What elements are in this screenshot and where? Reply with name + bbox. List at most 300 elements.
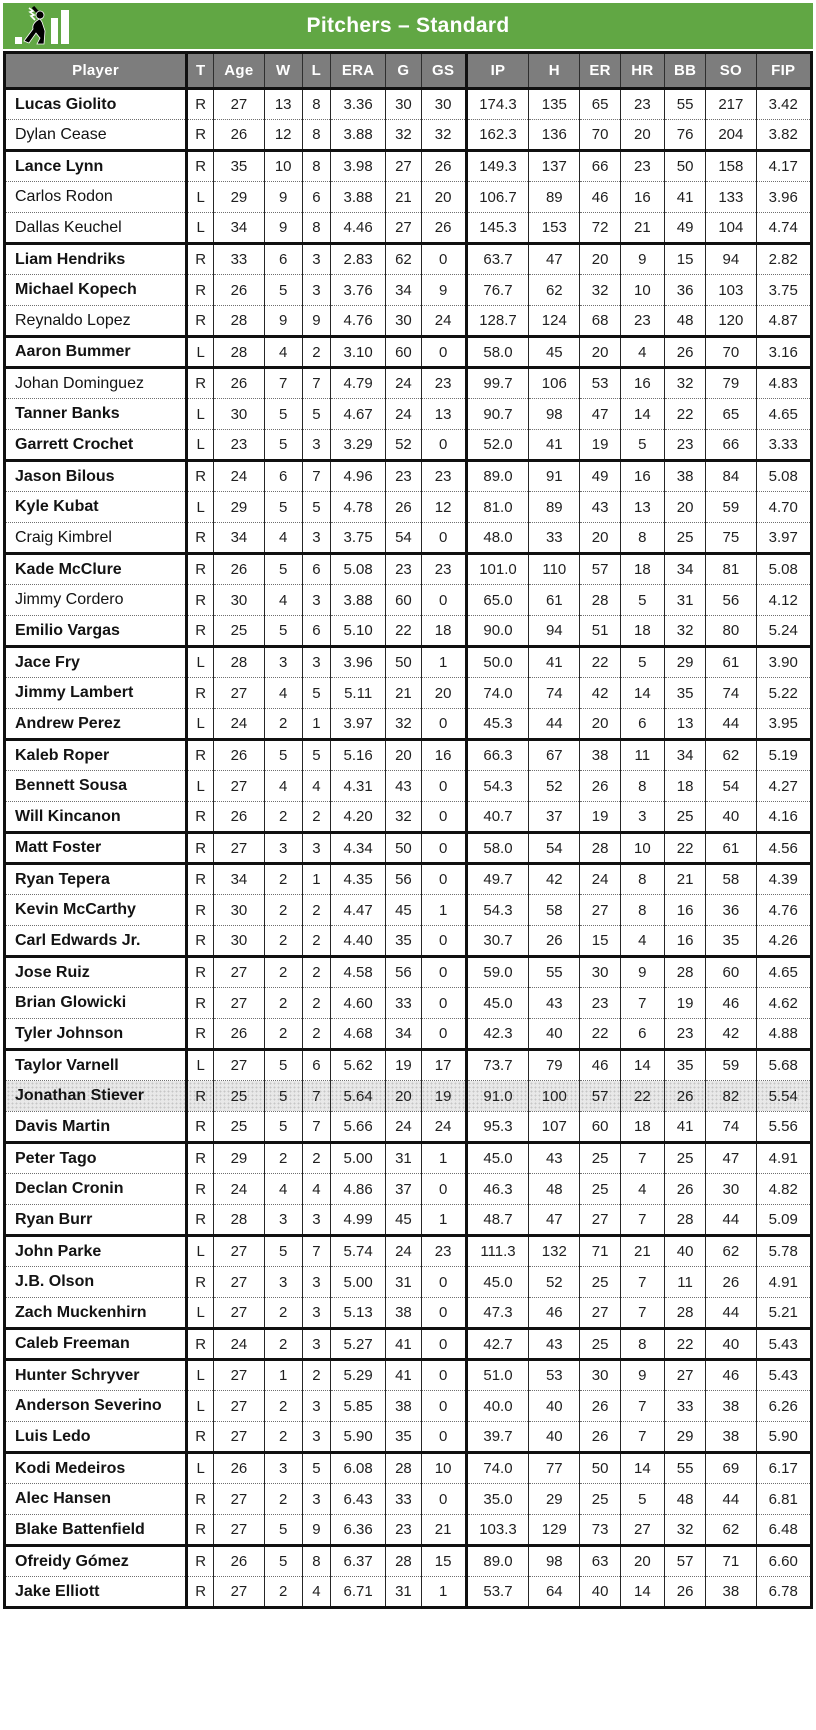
cell-era: 6.37	[330, 1546, 385, 1577]
cell-gs: 0	[421, 244, 466, 275]
cell-ip: 51.0	[466, 1360, 528, 1391]
cell-so: 65	[706, 399, 756, 430]
table-row[interactable]	[5, 1391, 812, 1422]
table-row[interactable]	[5, 647, 812, 678]
cell-bb: 41	[664, 1112, 705, 1143]
cell-t: R	[187, 368, 214, 399]
cell-t: R	[187, 523, 214, 554]
cell-era: 3.88	[330, 182, 385, 213]
cell-era: 4.78	[330, 492, 385, 523]
cell-age: 27	[214, 1515, 264, 1546]
cell-age: 26	[214, 1546, 264, 1577]
cell-w: 9	[264, 182, 302, 213]
cell-ip: 111.3	[466, 1236, 528, 1267]
cell-ip: 58.0	[466, 337, 528, 368]
cell-so: 66	[706, 430, 756, 461]
cell-age: 26	[214, 120, 264, 151]
column-header-gs[interactable]: GS	[421, 53, 466, 89]
cell-t: R	[187, 275, 214, 306]
cell-w: 2	[264, 957, 302, 988]
cell-fip: 3.97	[756, 523, 811, 554]
cell-era: 3.76	[330, 275, 385, 306]
cell-g: 30	[386, 89, 421, 120]
cell-t: R	[187, 678, 214, 709]
cell-hr: 16	[620, 368, 664, 399]
column-header-age[interactable]: Age	[214, 53, 264, 89]
table-row[interactable]	[5, 337, 812, 368]
cell-h: 98	[529, 399, 580, 430]
cell-so: 44	[706, 1298, 756, 1329]
cell-er: 73	[580, 1515, 620, 1546]
cell-so: 60	[706, 957, 756, 988]
player-name-cell: Alec Hansen	[5, 1484, 187, 1515]
cell-t: R	[187, 926, 214, 957]
cell-er: 25	[580, 1174, 620, 1205]
cell-fip: 3.90	[756, 647, 811, 678]
cell-hr: 16	[620, 182, 664, 213]
table-row[interactable]	[5, 523, 812, 554]
cell-er: 72	[580, 213, 620, 244]
table-row[interactable]	[5, 1546, 812, 1577]
table-row[interactable]	[5, 1267, 812, 1298]
cell-h: 124	[529, 306, 580, 337]
cell-bb: 22	[664, 1329, 705, 1360]
cell-gs: 0	[421, 1391, 466, 1422]
table-row[interactable]	[5, 1050, 812, 1081]
cell-ip: 74.0	[466, 678, 528, 709]
cell-so: 54	[706, 771, 756, 802]
cell-gs: 0	[421, 771, 466, 802]
cell-ip: 99.7	[466, 368, 528, 399]
table-row[interactable]	[5, 306, 812, 337]
cell-w: 3	[264, 833, 302, 864]
table-row[interactable]	[5, 1236, 812, 1267]
player-name-cell: Jonathan Stiever	[5, 1081, 187, 1112]
table-row[interactable]	[5, 678, 812, 709]
player-name-cell: Zach Muckenhirn	[5, 1298, 187, 1329]
cell-so: 59	[706, 492, 756, 523]
table-row[interactable]	[5, 213, 812, 244]
column-header-hr[interactable]: HR	[620, 53, 664, 89]
cell-ip: 45.0	[466, 1267, 528, 1298]
cell-era: 5.64	[330, 1081, 385, 1112]
cell-bb: 29	[664, 1422, 705, 1453]
cell-bb: 16	[664, 926, 705, 957]
cell-er: 50	[580, 1453, 620, 1484]
cell-bb: 48	[664, 306, 705, 337]
cell-age: 28	[214, 647, 264, 678]
cell-age: 30	[214, 926, 264, 957]
table-row[interactable]	[5, 1081, 812, 1112]
table-row[interactable]	[5, 399, 812, 430]
table-row[interactable]	[5, 120, 812, 151]
cell-w: 2	[264, 1484, 302, 1515]
cell-bb: 48	[664, 1484, 705, 1515]
cell-l: 6	[302, 1050, 330, 1081]
player-name-cell: Peter Tago	[5, 1143, 187, 1174]
cell-era: 3.10	[330, 337, 385, 368]
table-row[interactable]	[5, 1577, 812, 1608]
table-row[interactable]	[5, 275, 812, 306]
table-row[interactable]	[5, 988, 812, 1019]
cell-bb: 41	[664, 182, 705, 213]
cell-gs: 0	[421, 585, 466, 616]
column-header-l[interactable]: L	[302, 53, 330, 89]
cell-er: 47	[580, 399, 620, 430]
cell-gs: 1	[421, 647, 466, 678]
column-header-bb[interactable]: BB	[664, 53, 705, 89]
cell-l: 3	[302, 1391, 330, 1422]
table-row[interactable]	[5, 182, 812, 213]
cell-so: 59	[706, 1050, 756, 1081]
table-row[interactable]	[5, 1329, 812, 1360]
cell-age: 27	[214, 1298, 264, 1329]
table-row[interactable]	[5, 802, 812, 833]
cell-t: R	[187, 120, 214, 151]
cell-ip: 65.0	[466, 585, 528, 616]
table-row[interactable]	[5, 616, 812, 647]
cell-age: 27	[214, 1050, 264, 1081]
cell-er: 43	[580, 492, 620, 523]
cell-l: 8	[302, 89, 330, 120]
cell-w: 5	[264, 275, 302, 306]
table-row[interactable]	[5, 554, 812, 585]
cell-l: 2	[302, 1360, 330, 1391]
player-name-cell: Kaleb Roper	[5, 740, 187, 771]
cell-age: 26	[214, 802, 264, 833]
cell-so: 44	[706, 1205, 756, 1236]
cell-age: 27	[214, 678, 264, 709]
cell-hr: 7	[620, 1267, 664, 1298]
cell-h: 43	[529, 1329, 580, 1360]
cell-age: 27	[214, 1422, 264, 1453]
cell-so: 204	[706, 120, 756, 151]
cell-era: 3.98	[330, 151, 385, 182]
cell-l: 5	[302, 492, 330, 523]
table-row[interactable]	[5, 895, 812, 926]
cell-er: 30	[580, 957, 620, 988]
cell-bb: 57	[664, 1546, 705, 1577]
cell-fip: 5.22	[756, 678, 811, 709]
cell-g: 23	[386, 1515, 421, 1546]
player-name-cell: Lucas Giolito	[5, 89, 187, 120]
cell-age: 30	[214, 895, 264, 926]
cell-fip: 4.65	[756, 957, 811, 988]
cell-bb: 33	[664, 1391, 705, 1422]
table-row[interactable]	[5, 368, 812, 399]
cell-w: 5	[264, 1236, 302, 1267]
cell-bb: 22	[664, 399, 705, 430]
cell-age: 26	[214, 740, 264, 771]
cell-fip: 5.08	[756, 554, 811, 585]
cell-er: 66	[580, 151, 620, 182]
cell-g: 52	[386, 430, 421, 461]
cell-so: 40	[706, 802, 756, 833]
page-title: Pitchers – Standard	[306, 14, 510, 37]
cell-hr: 23	[620, 89, 664, 120]
cell-hr: 14	[620, 1577, 664, 1608]
cell-ip: 66.3	[466, 740, 528, 771]
cell-bb: 23	[664, 1019, 705, 1050]
cell-so: 30	[706, 1174, 756, 1205]
cell-fip: 6.81	[756, 1484, 811, 1515]
cell-hr: 18	[620, 1112, 664, 1143]
cell-t: L	[187, 213, 214, 244]
cell-gs: 0	[421, 1329, 466, 1360]
cell-age: 26	[214, 368, 264, 399]
cell-h: 74	[529, 678, 580, 709]
cell-h: 26	[529, 926, 580, 957]
cell-g: 33	[386, 1484, 421, 1515]
title-banner	[3, 3, 813, 49]
cell-t: L	[187, 709, 214, 740]
cell-t: R	[187, 1329, 214, 1360]
cell-so: 103	[706, 275, 756, 306]
cell-er: 46	[580, 182, 620, 213]
cell-gs: 17	[421, 1050, 466, 1081]
cell-gs: 13	[421, 399, 466, 430]
cell-h: 33	[529, 523, 580, 554]
table-row[interactable]	[5, 89, 812, 120]
table-row[interactable]	[5, 957, 812, 988]
table-row[interactable]	[5, 244, 812, 275]
cell-era: 5.11	[330, 678, 385, 709]
cell-t: L	[187, 1453, 214, 1484]
cell-gs: 0	[421, 1422, 466, 1453]
cell-l: 9	[302, 306, 330, 337]
table-row[interactable]	[5, 833, 812, 864]
column-header-w[interactable]: W	[264, 53, 302, 89]
table-row[interactable]	[5, 585, 812, 616]
cell-w: 3	[264, 1267, 302, 1298]
cell-era: 3.88	[330, 120, 385, 151]
cell-hr: 4	[620, 337, 664, 368]
table-row[interactable]	[5, 1298, 812, 1329]
cell-t: L	[187, 1298, 214, 1329]
cell-g: 24	[386, 1236, 421, 1267]
cell-g: 20	[386, 1081, 421, 1112]
cell-so: 94	[706, 244, 756, 275]
cell-ip: 42.7	[466, 1329, 528, 1360]
batter-bars-icon	[14, 6, 70, 46]
cell-w: 3	[264, 1205, 302, 1236]
cell-w: 5	[264, 1515, 302, 1546]
cell-g: 60	[386, 585, 421, 616]
cell-er: 57	[580, 554, 620, 585]
cell-age: 26	[214, 1453, 264, 1484]
cell-l: 2	[302, 337, 330, 368]
cell-l: 4	[302, 1174, 330, 1205]
cell-age: 27	[214, 988, 264, 1019]
column-header-h[interactable]: H	[529, 53, 580, 89]
cell-gs: 0	[421, 523, 466, 554]
cell-h: 62	[529, 275, 580, 306]
cell-h: 110	[529, 554, 580, 585]
cell-t: L	[187, 182, 214, 213]
cell-t: R	[187, 1205, 214, 1236]
cell-w: 2	[264, 1143, 302, 1174]
cell-bb: 32	[664, 1515, 705, 1546]
cell-t: L	[187, 430, 214, 461]
player-name-cell: Davis Martin	[5, 1112, 187, 1143]
table-row[interactable]	[5, 1484, 812, 1515]
table-row[interactable]	[5, 1112, 812, 1143]
cell-fip: 5.68	[756, 1050, 811, 1081]
column-header-er[interactable]: ER	[580, 53, 620, 89]
table-row[interactable]	[5, 864, 812, 895]
table-row[interactable]	[5, 1174, 812, 1205]
table-row[interactable]	[5, 151, 812, 182]
cell-bb: 28	[664, 1205, 705, 1236]
table-row[interactable]	[5, 1143, 812, 1174]
cell-bb: 27	[664, 1360, 705, 1391]
table-row[interactable]	[5, 1360, 812, 1391]
cell-fip: 6.26	[756, 1391, 811, 1422]
cell-age: 25	[214, 616, 264, 647]
cell-l: 2	[302, 802, 330, 833]
cell-bb: 16	[664, 895, 705, 926]
cell-fip: 5.09	[756, 1205, 811, 1236]
cell-era: 6.36	[330, 1515, 385, 1546]
cell-bb: 18	[664, 771, 705, 802]
cell-bb: 15	[664, 244, 705, 275]
cell-t: R	[187, 1081, 214, 1112]
cell-so: 158	[706, 151, 756, 182]
cell-l: 8	[302, 151, 330, 182]
cell-t: R	[187, 1112, 214, 1143]
cell-hr: 8	[620, 864, 664, 895]
cell-er: 25	[580, 1143, 620, 1174]
cell-hr: 23	[620, 151, 664, 182]
cell-l: 6	[302, 616, 330, 647]
cell-l: 2	[302, 988, 330, 1019]
cell-age: 24	[214, 1174, 264, 1205]
player-name-cell: Johan Dominguez	[5, 368, 187, 399]
player-name-cell: Andrew Perez	[5, 709, 187, 740]
cell-age: 27	[214, 1391, 264, 1422]
cell-age: 27	[214, 1577, 264, 1608]
column-header-g[interactable]: G	[386, 53, 421, 89]
cell-bb: 76	[664, 120, 705, 151]
table-row[interactable]	[5, 430, 812, 461]
cell-h: 135	[529, 89, 580, 120]
cell-w: 2	[264, 1019, 302, 1050]
cell-er: 53	[580, 368, 620, 399]
cell-ip: 106.7	[466, 182, 528, 213]
player-name-cell: Blake Battenfield	[5, 1515, 187, 1546]
cell-g: 31	[386, 1577, 421, 1608]
player-name-cell: Tanner Banks	[5, 399, 187, 430]
cell-l: 2	[302, 895, 330, 926]
cell-h: 94	[529, 616, 580, 647]
column-header-era[interactable]: ERA	[330, 53, 385, 89]
table-row[interactable]	[5, 1019, 812, 1050]
cell-fip: 6.48	[756, 1515, 811, 1546]
cell-gs: 23	[421, 461, 466, 492]
column-header-fip[interactable]: FIP	[756, 53, 811, 89]
table-row[interactable]	[5, 1453, 812, 1484]
cell-l: 3	[302, 1422, 330, 1453]
cell-gs: 0	[421, 1360, 466, 1391]
table-row[interactable]	[5, 740, 812, 771]
cell-age: 29	[214, 492, 264, 523]
cell-hr: 27	[620, 1515, 664, 1546]
cell-h: 45	[529, 337, 580, 368]
cell-w: 2	[264, 1577, 302, 1608]
cell-w: 4	[264, 1174, 302, 1205]
cell-fip: 4.83	[756, 368, 811, 399]
cell-ip: 101.0	[466, 554, 528, 585]
table-row[interactable]	[5, 709, 812, 740]
cell-er: 27	[580, 1298, 620, 1329]
cell-fip: 3.82	[756, 120, 811, 151]
cell-age: 25	[214, 1112, 264, 1143]
cell-age: 27	[214, 1267, 264, 1298]
cell-h: 40	[529, 1391, 580, 1422]
cell-t: R	[187, 833, 214, 864]
cell-w: 5	[264, 1050, 302, 1081]
cell-age: 29	[214, 1143, 264, 1174]
cell-era: 4.47	[330, 895, 385, 926]
cell-t: R	[187, 957, 214, 988]
cell-bb: 34	[664, 740, 705, 771]
cell-l: 7	[302, 1081, 330, 1112]
cell-l: 4	[302, 1577, 330, 1608]
player-name-cell: Luis Ledo	[5, 1422, 187, 1453]
cell-ip: 48.0	[466, 523, 528, 554]
cell-era: 4.34	[330, 833, 385, 864]
column-header-ip[interactable]: IP	[466, 53, 528, 89]
table-row[interactable]	[5, 1515, 812, 1546]
cell-er: 71	[580, 1236, 620, 1267]
cell-gs: 0	[421, 430, 466, 461]
table-row[interactable]	[5, 1205, 812, 1236]
cell-age: 34	[214, 523, 264, 554]
cell-h: 129	[529, 1515, 580, 1546]
column-header-player[interactable]: Player	[5, 53, 187, 89]
cell-g: 38	[386, 1298, 421, 1329]
table-row[interactable]	[5, 926, 812, 957]
cell-er: 27	[580, 1205, 620, 1236]
cell-fip: 5.24	[756, 616, 811, 647]
cell-er: 30	[580, 1360, 620, 1391]
player-name-cell: Bennett Sousa	[5, 771, 187, 802]
cell-gs: 24	[421, 1112, 466, 1143]
table-row[interactable]	[5, 771, 812, 802]
cell-ip: 90.7	[466, 399, 528, 430]
cell-era: 4.99	[330, 1205, 385, 1236]
cell-hr: 21	[620, 213, 664, 244]
column-header-t[interactable]: T	[187, 53, 214, 89]
cell-age: 23	[214, 430, 264, 461]
table-row[interactable]	[5, 1422, 812, 1453]
cell-era: 3.36	[330, 89, 385, 120]
column-header-so[interactable]: SO	[706, 53, 756, 89]
cell-t: L	[187, 1391, 214, 1422]
cell-t: L	[187, 337, 214, 368]
cell-hr: 7	[620, 1298, 664, 1329]
cell-bb: 35	[664, 678, 705, 709]
cell-er: 20	[580, 523, 620, 554]
table-row[interactable]	[5, 492, 812, 523]
cell-t: L	[187, 492, 214, 523]
cell-l: 8	[302, 1546, 330, 1577]
cell-h: 89	[529, 182, 580, 213]
player-name-cell: Carl Edwards Jr.	[5, 926, 187, 957]
table-row[interactable]	[5, 461, 812, 492]
cell-gs: 0	[421, 988, 466, 1019]
cell-l: 3	[302, 1298, 330, 1329]
